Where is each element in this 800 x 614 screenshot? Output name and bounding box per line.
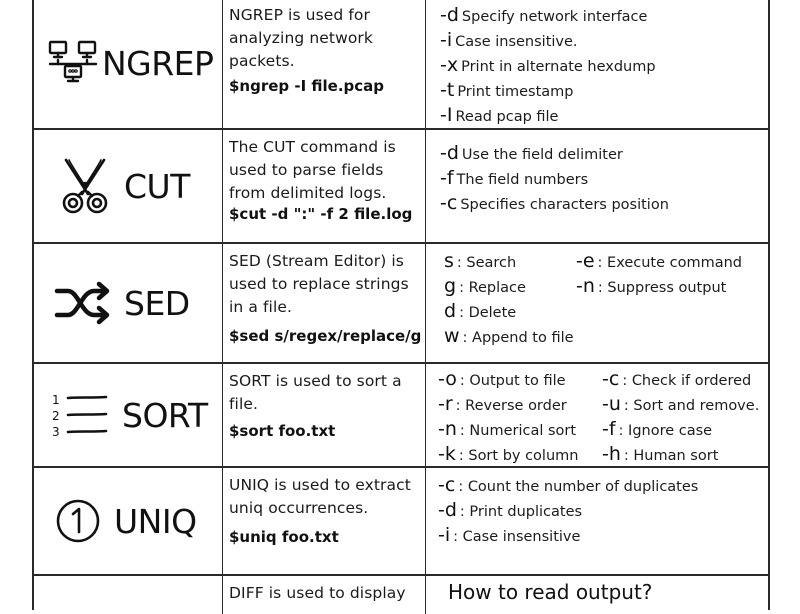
command-example: $uniq foo.txt [229,528,339,546]
option-flag: -c [602,368,620,390]
option-text: Numerical sort [469,423,577,439]
command-description: SED (Stream Editor) is used to replace strings in a file. [229,252,409,316]
option-flag: -r [438,393,453,415]
option-flag: -n [438,418,457,440]
command-name-cell [34,576,222,614]
option-item [440,104,656,128]
option-flag: -c [440,192,458,214]
option-flag: -i [440,29,453,51]
option-item: s : Search [444,250,517,272]
option-flag: -i [438,524,451,546]
option-item: g : Replace [444,275,526,297]
numbered-list-icon [50,388,110,442]
option-text: Use the field delimiter [461,147,623,163]
option-text: Count the number of duplicates [467,479,699,495]
option-text: Specifies characters position [460,197,669,213]
option-item: -c : Count the number of duplicates [438,474,699,496]
command-row-uniq [34,466,768,574]
command-description-cell [222,0,425,128]
option-flag: -x [440,54,459,76]
svg-text:2: 2 [52,409,60,423]
command-options-cell [425,468,768,574]
command-name: CUT [124,166,190,206]
command-example: $sed s/regex/replace/g [229,327,422,345]
command-name: SED [124,283,190,323]
option-item: -c : Check if ordered [602,368,752,390]
option-text: Ignore case [628,423,713,439]
option-item: -n : Numerical sort [438,418,577,440]
option-flag: -o [438,368,457,390]
option-flag: g [444,275,457,297]
command-row-cut [34,128,768,242]
scissors-icon [58,156,112,216]
option-flag: w [444,325,460,347]
option-item: -n : Suppress output [576,275,727,297]
command-options-cell [425,130,768,242]
command-name-cell [34,364,222,466]
command-example: $ngrep -I file.pcap [229,77,385,95]
option-flag: -e [576,250,595,272]
option-item: -i : Case insensitive [438,524,581,546]
command-description: SORT is used to sort a file. [229,372,402,413]
command-name-cell [34,244,222,362]
command-example: $sort foo.txt [229,422,336,440]
option-text: Print duplicates [469,504,583,520]
command-row-sort [34,362,768,466]
option-text: Replace [468,280,526,296]
option-item: d : Delete [444,300,517,322]
command-description-cell [222,130,425,242]
option-text: Read pcap file [455,109,559,125]
command-description-cell [222,468,425,574]
option-flag: d [444,300,457,322]
option-flag: -d [440,142,459,164]
option-flag: -d [440,4,459,26]
option-text: Case insensitive. [455,34,578,50]
option-text: Search [466,255,517,271]
option-text: Suppress output [607,280,727,296]
command-description-cell [222,364,425,466]
command-options-cell [425,576,768,614]
option-text: Human sort [633,448,719,464]
option-item: -k : Sort by column [438,443,579,465]
option-text: Append to file [472,330,574,346]
option-text: Delete [468,305,517,321]
command-options-cell [425,244,768,362]
circled-one-icon [54,497,102,545]
command-row-diff [34,574,768,614]
option-flag: -n [576,275,595,297]
command-description: The CUT command is used to parse fields from delimited logs. [229,138,396,202]
option-item: -f : Ignore case [602,418,713,440]
command-description-cell [222,244,425,362]
option-flag: -f [440,167,454,189]
command-description-cell [222,576,425,614]
command-name-cell [34,130,222,242]
option-flag: -d [438,499,457,521]
command-description: NGREP is used for analyzing network packets. [229,6,373,70]
option-text: Sort and remove. [633,398,760,414]
option-item [440,142,669,167]
option-flag: -f [602,418,616,440]
option-item [440,4,656,29]
option-text: Check if ordered [631,373,752,389]
option-item: w : Append to file [444,325,574,347]
option-item [440,192,669,217]
shuffle-icon [54,281,112,325]
command-name: NGREP [102,43,214,83]
option-item [440,79,656,104]
option-item: -r : Reverse order [438,393,567,415]
command-row-ngrep [34,0,768,128]
option-text: The field numbers [456,172,589,188]
svg-text:3: 3 [52,425,60,439]
option-flag: -I [440,104,453,126]
command-name-cell [34,468,222,574]
option-item: -h : Human sort [602,443,719,465]
option-text: Sort by column [468,448,579,464]
command-options-cell [425,364,768,466]
option-text: Execute command [607,255,743,271]
command-name: UNIQ [114,501,197,541]
network-icon [48,38,98,88]
cheat-sheet-table [32,0,770,610]
option-item [440,167,669,192]
option-text: Print in alternate hexdump [461,59,656,75]
option-text: Specify network interface [461,9,648,25]
option-item: -o : Output to file [438,368,566,390]
option-text: Output to file [469,373,566,389]
option-item: -u : Sort and remove. [602,393,760,415]
option-item: -e : Execute command [576,250,743,272]
option-flag: -h [602,443,621,465]
command-options-cell [425,0,768,128]
option-flag: s [444,250,454,272]
command-description: DIFF is used to display [229,584,406,602]
command-example: $cut -d ":" -f 2 file.log [229,205,413,223]
command-name-cell [34,0,222,128]
option-text: Reverse order [465,398,567,414]
command-row-sed [34,242,768,362]
option-item [440,54,656,79]
option-text: Print timestamp [457,84,574,100]
option-flag: -u [602,393,621,415]
option-text: Case insensitive [462,529,581,545]
option-flag: -t [440,79,455,101]
option-item: -d : Print duplicates [438,499,583,521]
svg-text:1: 1 [52,393,60,407]
option-flag: -c [438,474,456,496]
command-name: SORT [122,395,208,435]
command-description: UNIQ is used to extract uniq occurrences. [229,476,411,517]
option-flag: -k [438,443,456,465]
how-to-read-heading: How to read output? [448,580,653,604]
option-item [440,29,656,54]
